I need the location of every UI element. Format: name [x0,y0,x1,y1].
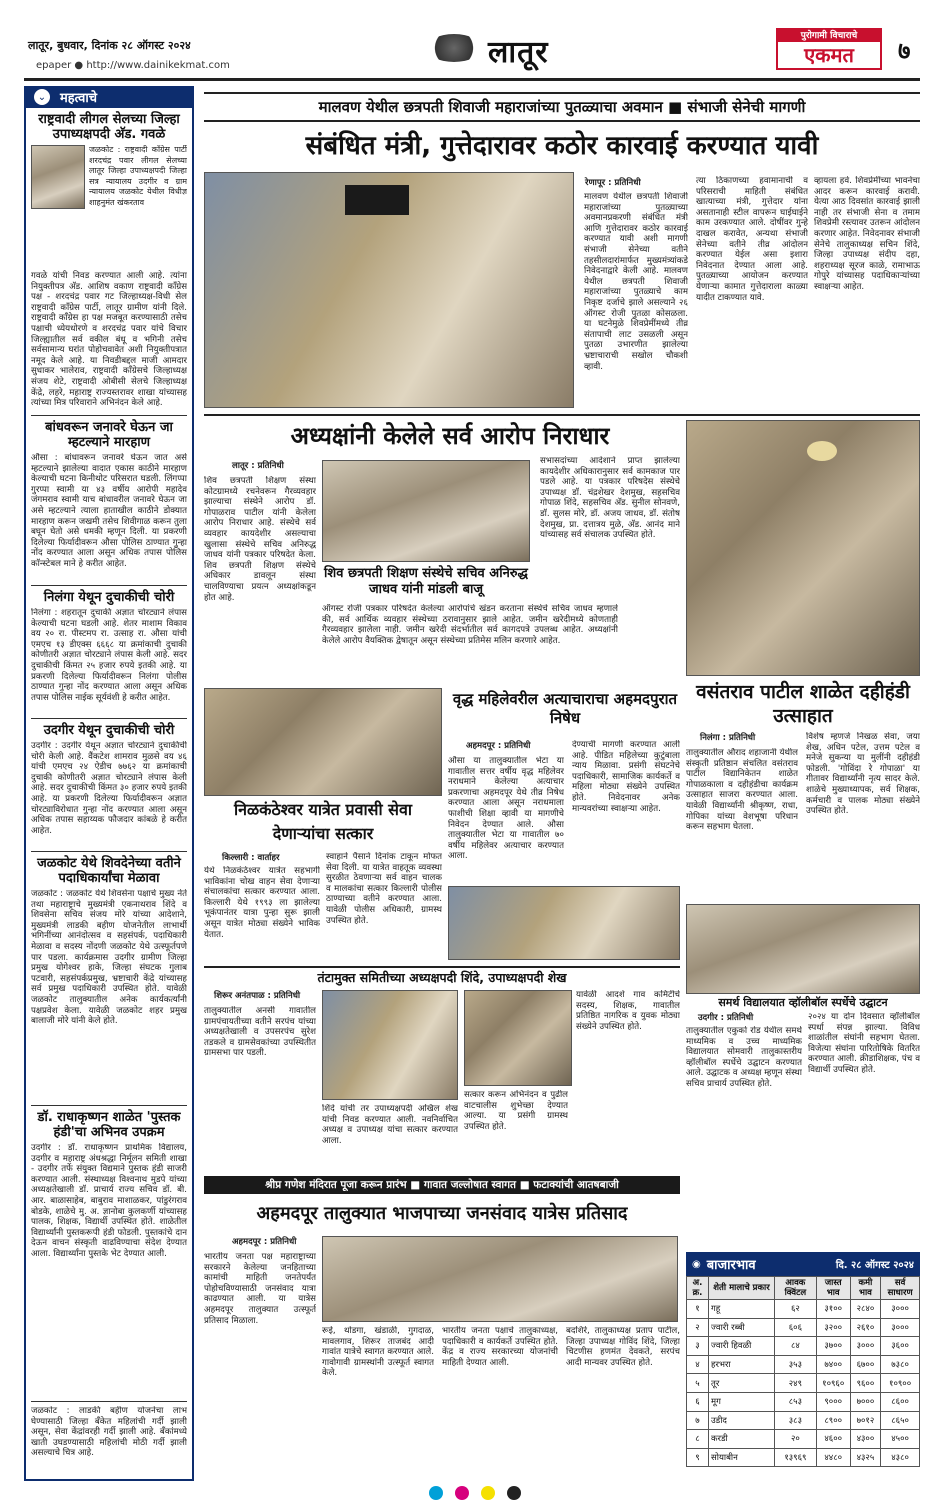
story2-column-2: ऑगस्ट रोजी पत्रकार परिषदेत केलेल्या आरोपांचे खंडन करताना संस्थेचे सचिव जाधव म्हणाले की, सर्व आर्थिक व्यवहार संस्थेच्या ठरावानुसार झाले आहेत. जमीन खरेदीमध्ये कोणताही गैरव्यवहार झालेला नाही. जमीन खरेदी संदर्भातील सर्व कागदपत्रे उपलब्ध आहेत. अध्यक्षांनी केलेले आरोप वैयक्तिक द्वेषातून असून संस्थेच्या प्रतिमेस मलिन करणारे आहेत. [322,604,618,646]
chevron-down-icon: ⌄ [34,89,50,105]
table-cell: १ [687,1300,709,1319]
table-row [687,1448,920,1467]
tahsil-office-sign [345,185,409,215]
story4-byline: अहमदपूर : प्रतिनिधी [466,741,531,751]
brand-name: एकमत [804,43,854,67]
black-mark [507,1486,521,1500]
committee-photo [322,990,458,1100]
news-body: निलंगा : शहरातून दुचाकी अज्ञात चोरट्याने लंपास केल्याची घटना घडली आहे. शेतर माशाम विकाव वय २० रा. पीस्टमप रा. उत्साह रा. औसा यांची एमएच १३ डीएक्स ६६६८ या क्रमांकाची दुचाकी कोणीतरी अज्ञात चोरट्याने लंपास केली आहे. सदर दुचाकीची किंमत २५ हजार रुपये इतकी आहे. या प्रकरणी दिलेल्या फिर्यादीवरून निलंगा पोलीस ठाण्यात गुन्हा नोंद करण्यात आला असून अधिक तपास पोलिस नाईक सूर्यवंशी हे करीत आहेत. [31,608,187,703]
table-cell: ४३८० [881,1448,920,1467]
table-cell: ३६०० [881,1337,920,1356]
story3-column-2: विशेष म्हणजे निखळ सेवा, जया शेख, अधिन पटेल, उत्तम पटेल व मनेजे सुकन्या या मुलींनी दहीहंडी फोडली. 'गोविंदा रे गोपाळा' या गीतावर विद्यार्थ्यांनी नृत्य सादर केले. शाळेचे मुख्याध्यापक, सर्व शिक्षक, कर्मचारी व पालक मोठ्या संख्येने उपस्थित होते. [806,732,920,817]
table-cell: ६०६ [775,1318,817,1337]
table-row [687,1318,920,1337]
table-cell: ६७०० [850,1355,881,1374]
section-divider [204,414,920,416]
table-row [687,1392,920,1411]
protest-photo [448,886,680,960]
masthead-rule [24,78,920,81]
table-cell: ४४८० [816,1448,850,1467]
table-row [687,1374,920,1393]
story6-byline: उदगीर : प्रतिनिधी [698,1013,754,1023]
story2-column-1: शिव छत्रपती शिक्षण संस्था कोटग्रामध्ये रचनेवरून गैरव्यवहार झाल्याचा संस्थेने आरोप डॉ. गोपाळराव पाटील यांनी केलेला आरोप निराधार आहे. संस्थेचे सर्व व्यवहार कायदेशीर असल्याचा खुलासा संस्थेचे सचिव अनिरुद्ध जाधव यांनी पत्रकार परिषदेत केला. शिव छत्रपती शिक्षण संस्थेचे अधिकार डावलून संस्था चालविण्याचा प्रयत्न अध्यक्षांकडून होत आहे. [204,476,316,603]
market-rates-box [686,1252,920,1482]
table-header: शेती मालाचे प्रकार [709,1277,775,1300]
table-cell: ४६०० [816,1430,850,1449]
table-header: अ. क्र. [687,1277,709,1300]
news-body: जळकोट : जळकोट येथे शिवसेना पक्षाचे मुख्य नेते तथा महाराष्ट्राचे मुख्यमंत्री एकनाथराव शिंदे व शिवसेना सचिव संजय मोरे यांच्या आदेशाने, मुख्यमंत्री लाडकी बहीण योजनेतील लाभार्थी भगिनींच्या आनंदोत्सव व सहसंपर्क, पदाधिकारी मेळावा व सदस्य नोंदणी जळकोट येथे उत्स्फूर्तपणे पार पडला. कार्यक्रमास उदगीर ग्रामीण जिल्हा प्रमुख योगेश्वर हाके, जिल्हा संघटक गुलाब पटवारी, सहसंपर्कप्रमुख, भ्रष्टाचारी केंद्रे यांच्यासह सर्व प्रमुख पदाधिकारी उपस्थित होते. यावेळी जळकोट तालुक्यातील अनेक कार्यकर्त्यांनी पक्षप्रवेश केला. यावेळी जळकोट शहर प्रमुख बालाजी मोरे यांनी केले होते. [31,889,187,1027]
table-cell: ३७०० [816,1337,850,1356]
table-header: कमी भाव [850,1277,881,1300]
table-header: जास्त भाव [816,1277,850,1300]
news-body: उदगीर : उदगीर येथून अज्ञात चोरट्याने दुचाकीची चोरी केली आहे. वैंकटेश शामराव मुळसे वय ४६ यांची एमएच २४ ऐडीच ७७६२ या क्रमांकाची दुचाकी कोणीतरी अज्ञात चोरट्याने लंपास केली आहे. सदर दुचाकीची किंमत ३० हजार रुपये इतकी आहे. या प्रकरणी दिलेल्या फिर्यादीवरून अज्ञात चोरट्याविरोधात गुन्हा नोंद करण्यात आला असून अधिक तपास सहाय्यक फौजदार कांबळे हे करीत आहेत. [31,741,187,836]
story7-byline: शिरूर अनंतपाळ : प्रतिनिधी [214,991,301,1001]
table-cell: २४९ [775,1374,817,1393]
table-cell: हरभरा [709,1355,775,1374]
story4-column-2: देण्याची मागणी करण्यात आली आहे. पीडित महिलेच्या कुटुंबाला न्याय मिळावा. प्रसंगी संघटनेचे पदाधिकारी, सामाजिक कार्यकर्ते व महिला मोठ्या संख्येने उपस्थित होते. निवेदनावर अनेक मान्यवरांच्या स्वाक्षऱ्या आहेत. [572,740,680,814]
volleyball-photo [686,904,920,994]
table-row [687,1411,920,1430]
lead-column-2: त्या ठिकाणच्या हवामानाची व परिसराची माहिती संबंधित खात्याच्या मंत्री, गुत्तेदार यांना असतानाही स्टील वापरून घाईघाईने काम उरकण्यात आले. दोषींवर गुन्हे दाखल करावेत, अन्यथा संभाजी सेनेच्या वतीने तीव्र आंदोलन करण्यात येईल असा इशारा निवेदनात देण्यात आला आहे. पुतळ्याच्या आयोजन करण्यात येणाऱ्या कामात गुत्तेदाराला काळ्या यादीत टाकण्यात यावे. [696,176,808,303]
story6-column-2: २०२४ या दोन दिवसात व्हॉलीबॉल स्पर्धा संपन्न झाल्या. विविध शाळांतील संघांनी सहभाग घेतला. विजेत्या संघांना पारितोषिके वितरित करण्यात आली. क्रीडाशिक्षक, पंच व विद्यार्थी उपस्थित होते. [808,1012,920,1075]
news-heading: बांधवरून जनावरे घेऊन जा म्हटल्याने मारहाण [45,420,173,450]
table-cell: ३८३ [775,1411,817,1430]
sidebar-title: महत्वाचे [60,91,97,106]
table-cell: ९००० [816,1392,850,1411]
table-cell: १०९६० [816,1374,850,1393]
table-cell: ३२०० [816,1318,850,1337]
yellow-mark [481,1486,495,1500]
table-cell: ७ [687,1411,709,1430]
story2-caption: शिव छत्रपती शिक्षण संस्थेचे सचिव अनिरुद्ध जाधव यांनी मांडली बाजू [324,566,528,597]
table-row [687,1430,920,1449]
table-cell: ८५३ [775,1392,817,1411]
table-cell: ज्वारी हिवळी [709,1337,775,1356]
table-cell: ८६५० [881,1411,920,1430]
table-cell: ७४०० [816,1355,850,1374]
story4-column-1: औसा या तालुक्यातील भेटा या गावातील सत्तर वर्षीय वृद्ध महिलेवर नराधमाने केलेल्या अत्याचार प्रकरणाचा अहमदपूर येथे तीव्र निषेध करण्यात आला असून नराधमाला फाशीची शिक्षा व्हावी या मागणीचे निवेदन देण्यात आले. औसा तालुक्यातील भेटा या गावातील ७० वर्षीय महिलेवर अत्याचार करण्यात आला. [448,756,564,862]
story8-column-1: भारतीय जनता पक्ष महाराष्ट्राच्या सरकारने केलेल्या जनहिताच्या कामांची माहिती जनतेपर्यंत पोहोचविण्यासाठी जनसंवाद यात्रा काढण्यात आली. या यात्रेस अहमदपूर तालुक्यात उत्स्फूर्त प्रतिसाद मिळाला. [204,1252,316,1326]
table-header: सर्व साधारण [881,1277,920,1300]
news-heading: जळकोट येथे शिवदेनेच्या वतीने पदाधिकार्यांचा मेळावा [37,856,181,886]
epaper-line[interactable]: epaper ● http://www.dainikekmat.com [36,60,230,71]
story7-column-3: सत्कार करून अभिनंदन व पुढील वाटचालीस शुभेच्छा देण्यात आल्या. या प्रसंगी ग्रामस्थ उपस्थित होते. [464,1090,568,1132]
news-body: उदगीर : डॉ. राधाकृष्णन प्राथमिक विद्यालय, उदगीर व महाराष्ट्र अंधश्रद्धा निर्मूलन समिती शाखा - उदगीर तर्फे संयुक्त विद्यमाने पुस्तक हंडी साजरी करण्यात आली. संस्थाध्यक्ष विश्वनाथ मुडपे यांच्या अध्यक्षतेखाली डॉ. प्राचार्य राज्य सचिव डॉ. बी. आर. बाळासाहेब, बाबुराव माशाळकर, पांडुरंगराव बोडके, शाळेचे मु. अ. ज्ञानोबा कुलकर्णी यांच्यासह पालक, शिक्षक, विद्यार्थी उपस्थित होते. शाळेतील विद्यार्थ्यांनी पुस्तकरूपी हंडी फोडली. पुस्तकांचे दान देऊन वाचन संस्कृती वाढविण्याचा संदेश देण्यात आला. विद्यार्थ्यांना पुस्तके भेट देण्यात आली. [31,1143,187,1259]
date-line: लातूर, बुधवार, दिनांक २८ ऑगस्ट २०२४ [28,39,191,52]
lead-byline: रेणापूर : प्रतिनिधी [585,178,641,188]
story7-column-4: यावेळी आदर्श गाव कमिटीचे सदस्य, शिक्षक, गावातील प्रतिष्ठित नागरिक व युवक मोठ्या संख्येने उपस्थित होते. [576,990,680,1032]
story5-column-2: स्वाहाने पैसाने दिनांक टाकून मोफत सेवा दिली. या यात्रेत वाहतूक व्यवस्था सुरळीत ठेवणाऱ्या सर्व वाहन चालक व मालकांचा सत्कार किल्लारी पोलीस ठाण्याच्या वतीने करण्यात आला. यावेळी पोलीस अधिकारी, ग्रामस्थ उपस्थित होते. [326,852,442,926]
table-cell: ३५३ [775,1355,817,1374]
dahi-handi-pot [807,441,837,461]
table-cell: ६२ [775,1300,817,1319]
table-cell: ३००० [881,1300,920,1319]
market-rates-header [686,1252,920,1276]
story8-headline: अहमदपूर तालुक्यात भाजपाच्या जनसंवाद यात्रेस प्रतिसाद [256,1203,628,1224]
story4-headline: वृद्ध महिलेवरील अत्याचाराचा अहमदपुरात निषेध [452,690,678,727]
felicitation-photo [204,688,442,796]
lead-headline: संबंधित मंत्री, गुत्तेदारावर कठोर कारवाई करण्यात यावी [305,131,819,161]
table-cell: ९६०० [850,1374,881,1393]
portrait-photo [31,145,85,209]
story2-headline: अध्यक्षांनी केलेले सर्व आरोप निराधार [290,422,610,450]
news-heading: निलंगा येथून दुचाकीची चोरी [43,590,175,605]
magenta-mark [455,1486,469,1500]
page-number: ७ [898,37,911,65]
committee-group-photo [464,990,572,1086]
table-cell: ७०१२ [850,1411,881,1430]
table-cell: ८४ [775,1337,817,1356]
story6-column-1: तालुक्यातील एकुर्का रोड येथील समर्थ माध्यमिक व उच्च माध्यमिक विद्यालयात सोमवारी तालुकास्तरीय व्हॉलीबॉल स्पर्धेचे उद्घाटन करण्यात आले. उद्घाटक व अध्यक्ष म्हणून संस्था सचिव प्राचार्य उपस्थित होते. [686,1026,802,1089]
lead-column-3: व्हायला हवे. शिवप्रेमींच्या भावनेचा आदर करून कारवाई करावी. येत्या आठ दिवसांत कारवाई झाली नाही तर संभाजी सेना व तमाम शिवप्रेमी रस्त्यावर उतरून आंदोलन करणार आहेत. निवेदनावर संभाजी सेनेचे तालुकाध्यक्ष सचिन शिंदे, जिल्हा उपाध्यक्ष संदीप दहा, शहराध्यक्ष सूरज काळे, रामाभाऊ गोपुरे यांच्यासह पदाधिकाऱ्यांच्या स्वाक्षऱ्या आहेत. [814,176,920,292]
story7-column-2: शिंदे यांची तर उपाध्यक्षपदी अखिल शेख यांची निवड करण्यात आली. नवनिर्वाचित अध्यक्ष व उपाध्यक्ष यांचा सत्कार करण्यात आला. [322,1104,458,1146]
press-conference-photo [322,460,530,562]
news-body: जळकोट : लाडकी बहीण योजनेचा लाभ घेण्यासाठी जिल्हा बँकेत महिलांची गर्दी झाली असून, सेवा केंद्रांवरही गर्दी झाली आहे. बँकांमध्ये खाती उघडण्यासाठी महिलांची मोठी गर्दी झाली असल्याचे चित्र आहे. [31,1406,187,1459]
news-body: गवळे यांची निवड करण्यात आली आहे. त्यांना नियुक्तीपत्र अ‍ॅड. आशिष वकाण राष्ट्रवादी काँग्रेस पक्ष - शरदचंद्र पवार गट जिल्हाध्यक्ष-विधी सेल राष्ट्रवादी काँग्रेस पार्टी, लातूर ग्रामीण यांनी दिले. राष्ट्रवादी काँग्रेस हा पक्ष मजबूत करण्यासाठी तसेच पक्षाची ध्येयधोरणे व शरदचंद्र पवार यांचे विचार जिल्ह्यातील सर्व वकील बंधू व भगिनी तसेच सर्वसामान्य घरांत पोहोचवावेत अशी नियुक्तीपत्रात नमूद केले आहे. या निवडीबद्दल माजी आमदार सुधाकर भालेराव, राष्ट्रवादी काँग्रेसचे जिल्हाध्यक्ष संजय शेटे, राष्ट्रवादी ओबीसी सेलचे जिल्हाध्यक्ष केंद्रे, लहरे, महाराष्ट्र राज्यस्तरावर शाखा यांच्यासह त्यांच्या मित्र परिवाराने अभिनंदन केले आहे. [31,271,187,409]
dahi-handi-photo [686,420,920,676]
table-cell: ५ [687,1374,709,1393]
market-rates-table [686,1276,920,1467]
section-divider [204,966,680,968]
table-cell: मूग [709,1392,775,1411]
table-cell: सोयाबीन [709,1448,775,1467]
table-row [687,1355,920,1374]
market-rates-title: बाजारभाव [706,1258,756,1273]
table-cell: ७००० [850,1392,881,1411]
registration-marks [300,1486,650,1500]
story6-headline: समर्थ विद्यालयात व्हॉलीबॉल स्पर्धेचे उद्घाटन [718,996,888,1009]
story5-byline: किल्लारी : वार्ताहर [222,853,280,863]
news-heading: राष्ट्रवादी लीगल सेलच्या जिल्हा उपाध्यक्षपदी अ‍ॅड. गवळे [38,112,180,142]
table-cell: २६१० [850,1318,881,1337]
section-title: लातूर [488,35,549,70]
story8-column-2: रूई, थोडगा, खंडाळी, गुगदाळ, मावलगाव, शिरूर ताजबंद आदी गावांत यात्रेचे स्वागत करण्यात आले. गावोगावी ग्रामस्थांनी उत्स्फूर्त स्वागत केले. [322,1326,434,1379]
story5-headline: निळकंठेश्वर यात्रेत प्रवासी सेवा देणाऱ्यांचा सत्कार [233,800,413,843]
story8-byline: अहमदपूर : प्रतिनिधी [232,1237,297,1247]
table-cell: ४३२५ [850,1448,881,1467]
table-cell: ९ [687,1448,709,1467]
sidebar [24,86,194,1481]
table-cell: २० [775,1430,817,1449]
table-row [687,1337,920,1356]
table-cell: उडीद [709,1411,775,1430]
table-cell: २ [687,1318,709,1337]
story7-headline: तंटामुक्त समितीच्या अध्यक्षपदी शिंदे, उपाध्यक्षपदी शेख [317,970,567,985]
lead-column-1: मालवण येथील छत्रपती शिवाजी महाराजांच्या पुतळ्याच्या अवमानप्रकरणी संबंधित मंत्री आणि गुत्तेदारावर कठोर कारवाई करण्यात यावी अशी मागणी संभाजी सेनेच्या वतीने तहसीलदारांमार्फत मुख्यमंत्र्यांकडे निवेदनाद्वारे केली आहे. मालवण येथील छत्रपती शिवाजी महाराजांच्या पुतळ्याचे काम निकृष्ट दर्जाचे झाले असल्याने २६ ऑगस्ट रोजी पुतळा कोसळला. या घटनेमुळे शिवप्रेमींमध्ये तीव्र संतापाची लाट उसळली असून पुतळा उभारणीत झालेल्या भ्रष्टाचाराची सखोल चौकशी व्हावी. [584,192,688,372]
table-cell: ३१०० [816,1300,850,1319]
table-cell: ज्वारी रब्बी [709,1318,775,1337]
news-heading: उदगीर येथून दुचाकीची चोरी [43,723,175,738]
table-cell: ७३८० [881,1355,920,1374]
table-cell: करडी [709,1430,775,1449]
table-cell: ४ [687,1355,709,1374]
table-cell: ८ [687,1430,709,1449]
table-cell: ६ [687,1392,709,1411]
table-cell: ४३०० [850,1430,881,1449]
story8-column-4: बदशिरे, तालुकाध्यक्ष प्रताप पाटील, जिल्हा उपाध्यक्ष गोविंद शिंदे, जिल्हा चिटणीस हणमंत देवकते, सरपंच आदी मान्यवर उपस्थित होते. [566,1326,680,1368]
table-cell: ३ [687,1337,709,1356]
masthead-emblem [426,34,482,62]
story3-column-1: तालुक्यातील औराद शहाजानी येथील संस्कृती प्रतिष्ठान संचलित वसंतराव पाटील विद्यानिकेतन शाळेत गोपाळकाला व दहीहंडीचा कार्यक्रम उत्साहात साजरा करण्यात आला. यावेळी विद्यार्थ्यांनी श्रीकृष्ण, राधा, गोपिका यांच्या वेशभूषा परिधान करून सहभाग घेतला. [686,748,798,833]
market-rates-date: दि. २८ ऑगस्ट २०२४ [835,1260,914,1271]
story2-byline: लातूर : प्रतिनिधी [232,461,284,471]
story5-column-1: येथे निळकंठेश्वर यात्रेत सहभागी भाविकांना चोख वाहन सेवा देणाऱ्या संचालकांचा सत्कार करण्यात आला. किल्लारी येथे १९९३ ला झालेल्या भूकंपानंतर यात्रा पुन्हा सुरू झाली असून यात्रेत मोठ्या संख्येने भाविक येतात. [204,866,320,940]
lead-kicker: मालवण येथील छत्रपती शिवाजी महाराजांच्या पुतळ्याचा अवमान ■ संभाजी सेनेची मागणी [204,92,920,122]
brand-box [776,28,882,70]
table-cell: ३००० [881,1318,920,1337]
story2-column-3: सभासदांच्या आदेशाने प्राप्त झालेल्या कायदेशीर अधिकारानुसार सर्व कामकाज पार पडले आहे. या पत्रकार परिषदेस संस्थेचे उपाध्यक्ष डॉ. चंद्रशेखर देशमुख, सहसचिव गोपाळ शिंदे, सहसचिव अ‍ॅड. सुनील सोनवणे, डॉ. सुलस मोरे, डॉ. अजय जाधव, डॉ. संतोष देशमुख, प्रा. दत्तात्रय मुळे, अ‍ॅड. आनंद माने यांच्यासह सर्व संचालक उपस्थित होते. [540,456,680,541]
table-cell: ८६०० [881,1392,920,1411]
table-cell: गहू [709,1300,775,1319]
memorandum-photo [204,172,574,408]
yatra-photo [322,1236,678,1322]
story3-headline: वसंतराव पाटील शाळेत दहीहंडी उत्साहात [696,681,910,727]
table-row [687,1300,920,1319]
table-cell: ८९०० [816,1411,850,1430]
brand-tagline: पुरोगामी विचाराचे [778,30,880,42]
table-cell: १०९०० [881,1374,920,1393]
table-cell: १३९६९ [775,1448,817,1467]
sidebar-header [26,86,192,108]
table-header: आवक क्विंटल [775,1277,817,1300]
story8-column-3: भारतीय जनता पक्षाचे तालुकाध्यक्ष, पदाधिकारी व कार्यकर्ते उपस्थित होते. केंद्र व राज्य सरकारच्या योजनांची माहिती देण्यात आली. [442,1326,558,1368]
table-cell: २८४० [850,1300,881,1319]
chevron-down-icon: ◉ [692,1258,701,1270]
table-cell: ३००० [850,1337,881,1356]
news-body: जळकोट : राष्ट्रवादी काँग्रेस पार्टी शरदचंद्र पवार लीगल सेलच्या लातूर जिल्हा उपाध्यक्षपदी जिल्हा सत्र न्यायालय उदगीर व ग्राम न्यायालय जळकोट येथील विधीज्ञ शाहनुमंत खंकरताव [89,145,187,207]
story3-byline: निलंगा : प्रतिनिधी [700,733,756,743]
news-heading: डॉ. राधाकृष्णन शाळेत 'पुस्तक हंडी'चा अभिनव उपक्रम [37,1110,181,1140]
story7-column-1: तालुक्यातील अनसी गावातील ग्रामपंचायतीच्या वतीने सरपंच यांच्या अध्यक्षतेखाली व उपसरपंच सुरेश तडकले व ग्रामसेवकांच्या उपस्थितीत ग्रामसभा पार पडली. [204,1006,316,1059]
table-cell: ४५०० [881,1430,920,1449]
table-cell: तूर [709,1374,775,1393]
news-body: औसा : बांधावरून जनावरे घेऊन जात असे म्हटल्याने झालेल्या वादात एकास काठीने मारहाण केल्याची घटना किनीथोट परिसरात घडली. लिंगप्पा गुरप्पा स्वामी या ४३ वर्षीय आरोपी महादेव जंगमराव स्वामी याच बांधावरील जनावरे घेऊन जा असे म्हटल्याने त्याला हाताखील काठीने डोक्यात मारहाण करून जखमी तसेच शिवीगाळ करून तुला बघून घेतो असे धमकी म्हणून दिली. या प्रकरणी दिलेल्या फिर्यादीवरून औसा पोलिस ठाण्यात गुन्हा नोंद करण्यात आला असून अधिक तपास पोलिस कॉन्स्टेबल माने हे करीत आहेत. [31,453,187,569]
ticker-banner: श्रीप्र गणेश मंदिरात पूजा करून प्रारंभ ■ गावात जल्लोषात स्वागत ■ फटाक्यांची आतषबाजी [204,1176,680,1194]
cyan-mark [429,1486,443,1500]
